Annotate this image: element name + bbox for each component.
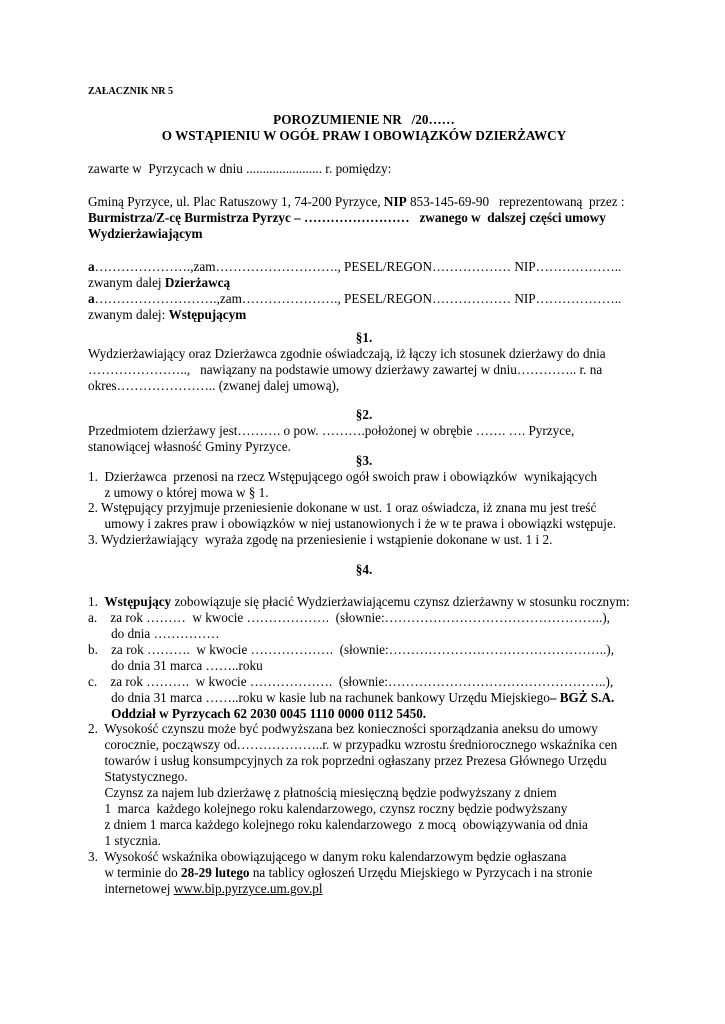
s4-p1-bold: Wstępujący — [104, 594, 172, 609]
s4-c-line1: c. za rok ………. w kwocie ………………. (słownie:…………………………………………..), — [88, 674, 614, 689]
s1-line2: ………………….., nawiązany na podstawie umowy dzierżawy zawartej w dniu………….. r. na — [88, 362, 603, 377]
s4-p3-deadline: 28-29 lutego — [181, 865, 250, 880]
s4-a-line2: do dnia …………… — [88, 626, 220, 641]
party2-line — [88, 291, 621, 307]
s1-line1: Wydzierżawiający oraz Dzierżawca zgodnie oświadczają, iż łączy ich stosunek dzierżawy do dnia — [88, 346, 606, 361]
section-1-heading: §1. — [355, 330, 373, 345]
party1-line — [88, 259, 621, 275]
s3-line2: z umowy o której mowa w § 1. — [88, 485, 269, 500]
gmina-text: Gminą Pyrzyce, ul. Plac Ratuszowy 1, 74-200 Pyrzyce, — [88, 194, 384, 209]
s4-p2-line7: z dniem 1 marca każdego kolejnego roku kalendarzowego z mocą obowiązywania od dnia — [88, 817, 588, 832]
s2-line2: stanowiącej własność Gminy Pyrzyce. — [88, 439, 291, 454]
s4-p1-number: 1. — [88, 594, 105, 609]
s1-line3: okres………………….. (zwanej dalej umową), — [88, 378, 340, 393]
party2-called — [88, 307, 246, 323]
s4-b-line1: b. za rok ………. w kwocie ………………. (słownie:…………………………………………..), — [88, 642, 614, 657]
s4-p1-line — [88, 594, 630, 610]
s2-line1: Przedmiotem dzierżawy jest………. o pow. ……….położonej w obrębie ……. …. Pyrzyce, — [88, 423, 575, 438]
s4-c-bank: – BGŻ S.A. — [549, 690, 615, 705]
s3-line1: 1. Dzierżawca przenosi na rzecz Wstępującego ogół swoich praw i obowiązków wynikających — [88, 469, 598, 484]
s4-p1-text: zobowiązuje się płacić Wydzierżawiającemu czynsz dzierżawny w stosunku rocznym: — [171, 594, 630, 609]
s4-b-line2: do dnia 31 marca ……..roku — [88, 658, 263, 673]
gmina-line — [88, 194, 625, 210]
representative-tail: zwanego w dalszej części umowy — [409, 210, 606, 225]
party2-marker: a — [88, 291, 95, 306]
party2-called-text: zwanym dalej: — [88, 307, 169, 322]
representative-name: Burmistrza/Z-cę Burmistrza Pyrzyc – …………………… — [88, 210, 410, 225]
section-3-heading: §3. — [355, 453, 373, 468]
s4-p2-line4: Statystycznego. — [88, 769, 188, 784]
lessor-role: Wydzierżawiającym — [88, 226, 203, 241]
document-subtitle: O WSTĄPIENIU W OGÓŁ PRAW I OBOWIĄZKÓW DZIERŻAWCY — [161, 128, 567, 143]
nip-label: NIP — [383, 194, 407, 209]
s4-p3-text2: na tablicy ogłoszeń Urzędu Miejskiego w Pyrzycach i na stronie — [249, 865, 593, 880]
s4-p2-line8: 1 stycznia. — [88, 833, 161, 848]
annex-label: ZAŁACZNIK NR 5 — [88, 86, 174, 97]
s4-p2-line3: towarów i usług konsumpcyjnych za rok poprzedni ogłaszany przez Prezesa Głównego Urzędu — [88, 753, 607, 768]
s4-p3-text3: internetowej — [88, 881, 174, 896]
gmina-nip-text: 853-145-69-90 reprezentowaną przez : — [406, 194, 625, 209]
party1-fields: ………………….,zam………………………., PESEL/REGON……………… NIP……………….. — [94, 259, 622, 274]
party2-fields: ……………………….,zam…………………., PESEL/REGON……………… NIP……………….. — [94, 291, 622, 306]
party1-role: Dzierżawcą — [164, 275, 231, 290]
party1-marker: a — [88, 259, 95, 274]
s4-p3-line2 — [88, 865, 592, 881]
s3-line4: umowy i zakres praw i obowiązków w niej ustanowionych i że w te prawa i obowiązki wstępuje. — [88, 516, 617, 531]
party1-called — [88, 275, 230, 291]
s4-p3-line3 — [88, 881, 323, 897]
concluded-line: zawarte w Pyrzycach w dniu ....................... r. pomiędzy: — [88, 161, 392, 176]
s4-c-line2 — [88, 690, 614, 706]
representative-line — [88, 210, 606, 226]
s4-p3-text: w terminie do — [88, 865, 182, 880]
s4-c-text: do dnia 31 marca ……..roku w kasie lub na rachunek bankowy Urzędu Miejskiego — [88, 690, 550, 705]
party1-called-text: zwanym dalej — [88, 275, 165, 290]
s3-line5: 3. Wydzierżawiający wyraża zgodę na przeniesienie i wstąpienie dokonane w ust. 1 i 2. — [88, 532, 553, 547]
section-4-heading: §4. — [355, 562, 373, 577]
s4-p3-line1: 3. Wysokość wskaźnika obowiązującego w danym roku kalendarzowym będzie ogłaszana — [88, 849, 567, 864]
s4-p2-line2: corocznie, począwszy od………………..r. w przypadku wzrostu średniorocznego wskaźnika cen — [88, 737, 618, 752]
s4-p2-line6: 1 marca każdego kolejnego roku kalendarzowego, czynsz roczny będzie podwyższany — [88, 801, 568, 816]
bip-link[interactable]: www.bip.pyrzyce.um.gov.pl — [173, 881, 323, 896]
s4-p2-line1: 2. Wysokość czynszu może być podwyższana bez konieczności sporządzania aneksu do umowy — [88, 721, 598, 736]
s4-a-line1: a. za rok ……… w kwocie ………………. (słownie:…………………………………………..), — [88, 610, 610, 625]
s4-p2-line5: Czynsz za najem lub dzierżawę z płatnością miesięczną będzie podwyższany z dniem — [88, 785, 557, 800]
s4-c-line3: Oddział w Pyrzycach 62 2030 0045 1110 0000 0112 5450. — [88, 706, 427, 721]
s3-line3: 2. Wstępujący przyjmuje przeniesienie dokonane w ust. 1 oraz oświadcza, iż znana mu jest treść — [88, 500, 597, 515]
party2-role: Wstępującym — [168, 307, 247, 322]
section-2-heading: §2. — [355, 407, 373, 422]
document-title: POROZUMIENIE NR /20…… — [273, 112, 455, 127]
